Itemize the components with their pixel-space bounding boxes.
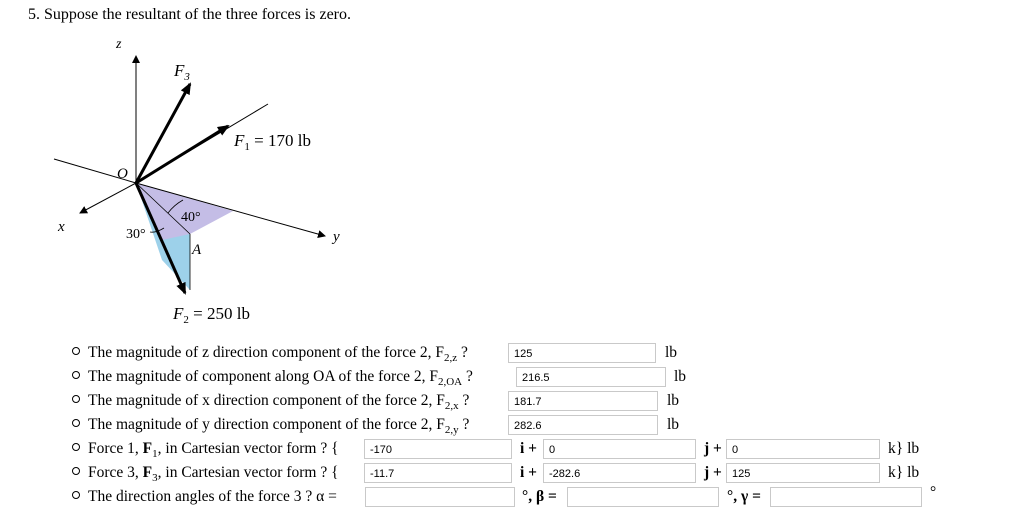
f2x-unit: lb — [667, 392, 680, 409]
angle-40-label: 40° — [181, 210, 201, 225]
force-1-vector — [136, 126, 228, 183]
force1-k-input[interactable]: 0 — [726, 439, 880, 459]
f1-label: $F_1 = 170$ lb — [234, 131, 311, 153]
bullet — [72, 419, 80, 427]
bullet — [72, 395, 80, 403]
force-symbol: F — [142, 440, 153, 457]
force1-i-input[interactable]: -170 — [364, 439, 512, 459]
angle-30-label: 30° — [126, 227, 146, 242]
question-suffix: , in Cartesian vector form ? { — [157, 440, 339, 457]
question-suffix: ? — [458, 392, 470, 409]
beta-label: °, β = — [522, 488, 557, 505]
question-suffix: ? — [462, 368, 473, 385]
question-force3 — [72, 462, 339, 484]
force3-k-input[interactable]: 125 — [726, 463, 880, 483]
question-suffix: , in Cartesian vector form ? { — [157, 464, 339, 481]
f2x-input[interactable]: 181.7 — [508, 391, 658, 411]
y-axis-label: y — [333, 229, 340, 245]
question-sub: 2,x — [444, 400, 459, 413]
question-suffix: ? — [458, 416, 470, 433]
question-f2x — [72, 390, 469, 412]
f2oa-unit: lb — [674, 368, 687, 385]
gamma-label: °, γ = — [727, 488, 761, 505]
force-symbol: F — [142, 464, 153, 481]
force3-i-label: i + — [520, 464, 538, 481]
force3-k-label: k} lb — [888, 464, 920, 481]
f2z-unit: lb — [665, 344, 678, 361]
f2oa-input[interactable]: 216.5 — [516, 367, 666, 387]
force1-j-label: j + — [704, 440, 722, 457]
question-sub: 2,y — [444, 424, 459, 437]
question-text: The magnitude of y direction component of the force 2, F — [88, 416, 445, 433]
force1-i-label: i + — [520, 440, 538, 457]
f2y-input[interactable]: 282.6 — [508, 415, 658, 435]
point-a-label: A — [192, 242, 202, 258]
question-text: Force 1, — [88, 440, 143, 457]
bullet — [72, 347, 80, 355]
question-text: The direction angles of the force 3 ? α = — [88, 488, 337, 505]
question-f2y — [72, 414, 469, 436]
question-f2oa — [72, 366, 473, 388]
force3-j-input[interactable]: -282.6 — [543, 463, 696, 483]
x-axis-label: x — [58, 219, 65, 235]
origin-label: O — [117, 166, 128, 182]
question-force1 — [72, 438, 339, 460]
question-suffix: ? — [457, 344, 468, 361]
force3-i-input[interactable]: -11.7 — [364, 463, 512, 483]
x-axis — [80, 183, 136, 213]
f2z-input[interactable]: 125 — [508, 343, 656, 363]
beta-input[interactable] — [567, 487, 719, 507]
bullet — [72, 443, 80, 451]
bullet — [72, 467, 80, 475]
bullet — [72, 371, 80, 379]
question-sub: 2,OA — [437, 376, 463, 389]
problem-statement: 5. Suppose the resultant of the three forces is zero. — [28, 6, 352, 23]
f3-label: $F_3$ — [174, 61, 190, 83]
bullet — [72, 491, 80, 499]
degree-end-label: ° — [930, 484, 937, 501]
force1-j-input[interactable]: 0 — [543, 439, 696, 459]
force-3-vector — [136, 84, 190, 183]
f2-label: $F_2 = 250$ lb — [173, 304, 250, 326]
question-text: Force 3, — [88, 464, 143, 481]
question-sub: 2,z — [443, 352, 458, 365]
question-f2z — [72, 342, 468, 364]
alpha-input[interactable] — [365, 487, 515, 507]
question-sub: 3 — [152, 472, 158, 485]
question-text: The magnitude of x direction component of the force 2, F — [88, 392, 445, 409]
gamma-input[interactable] — [770, 487, 922, 507]
force3-j-label: j + — [704, 464, 722, 481]
f2y-unit: lb — [667, 416, 680, 433]
question-text: The magnitude of component along OA of the force 2, F — [88, 368, 438, 385]
question-sub: 1 — [152, 448, 158, 461]
question-direction-angles — [72, 486, 337, 508]
force1-k-label: k} lb — [888, 440, 920, 457]
question-text: The magnitude of z direction component of the force 2, F — [88, 344, 444, 361]
z-axis-label: z — [116, 37, 122, 52]
